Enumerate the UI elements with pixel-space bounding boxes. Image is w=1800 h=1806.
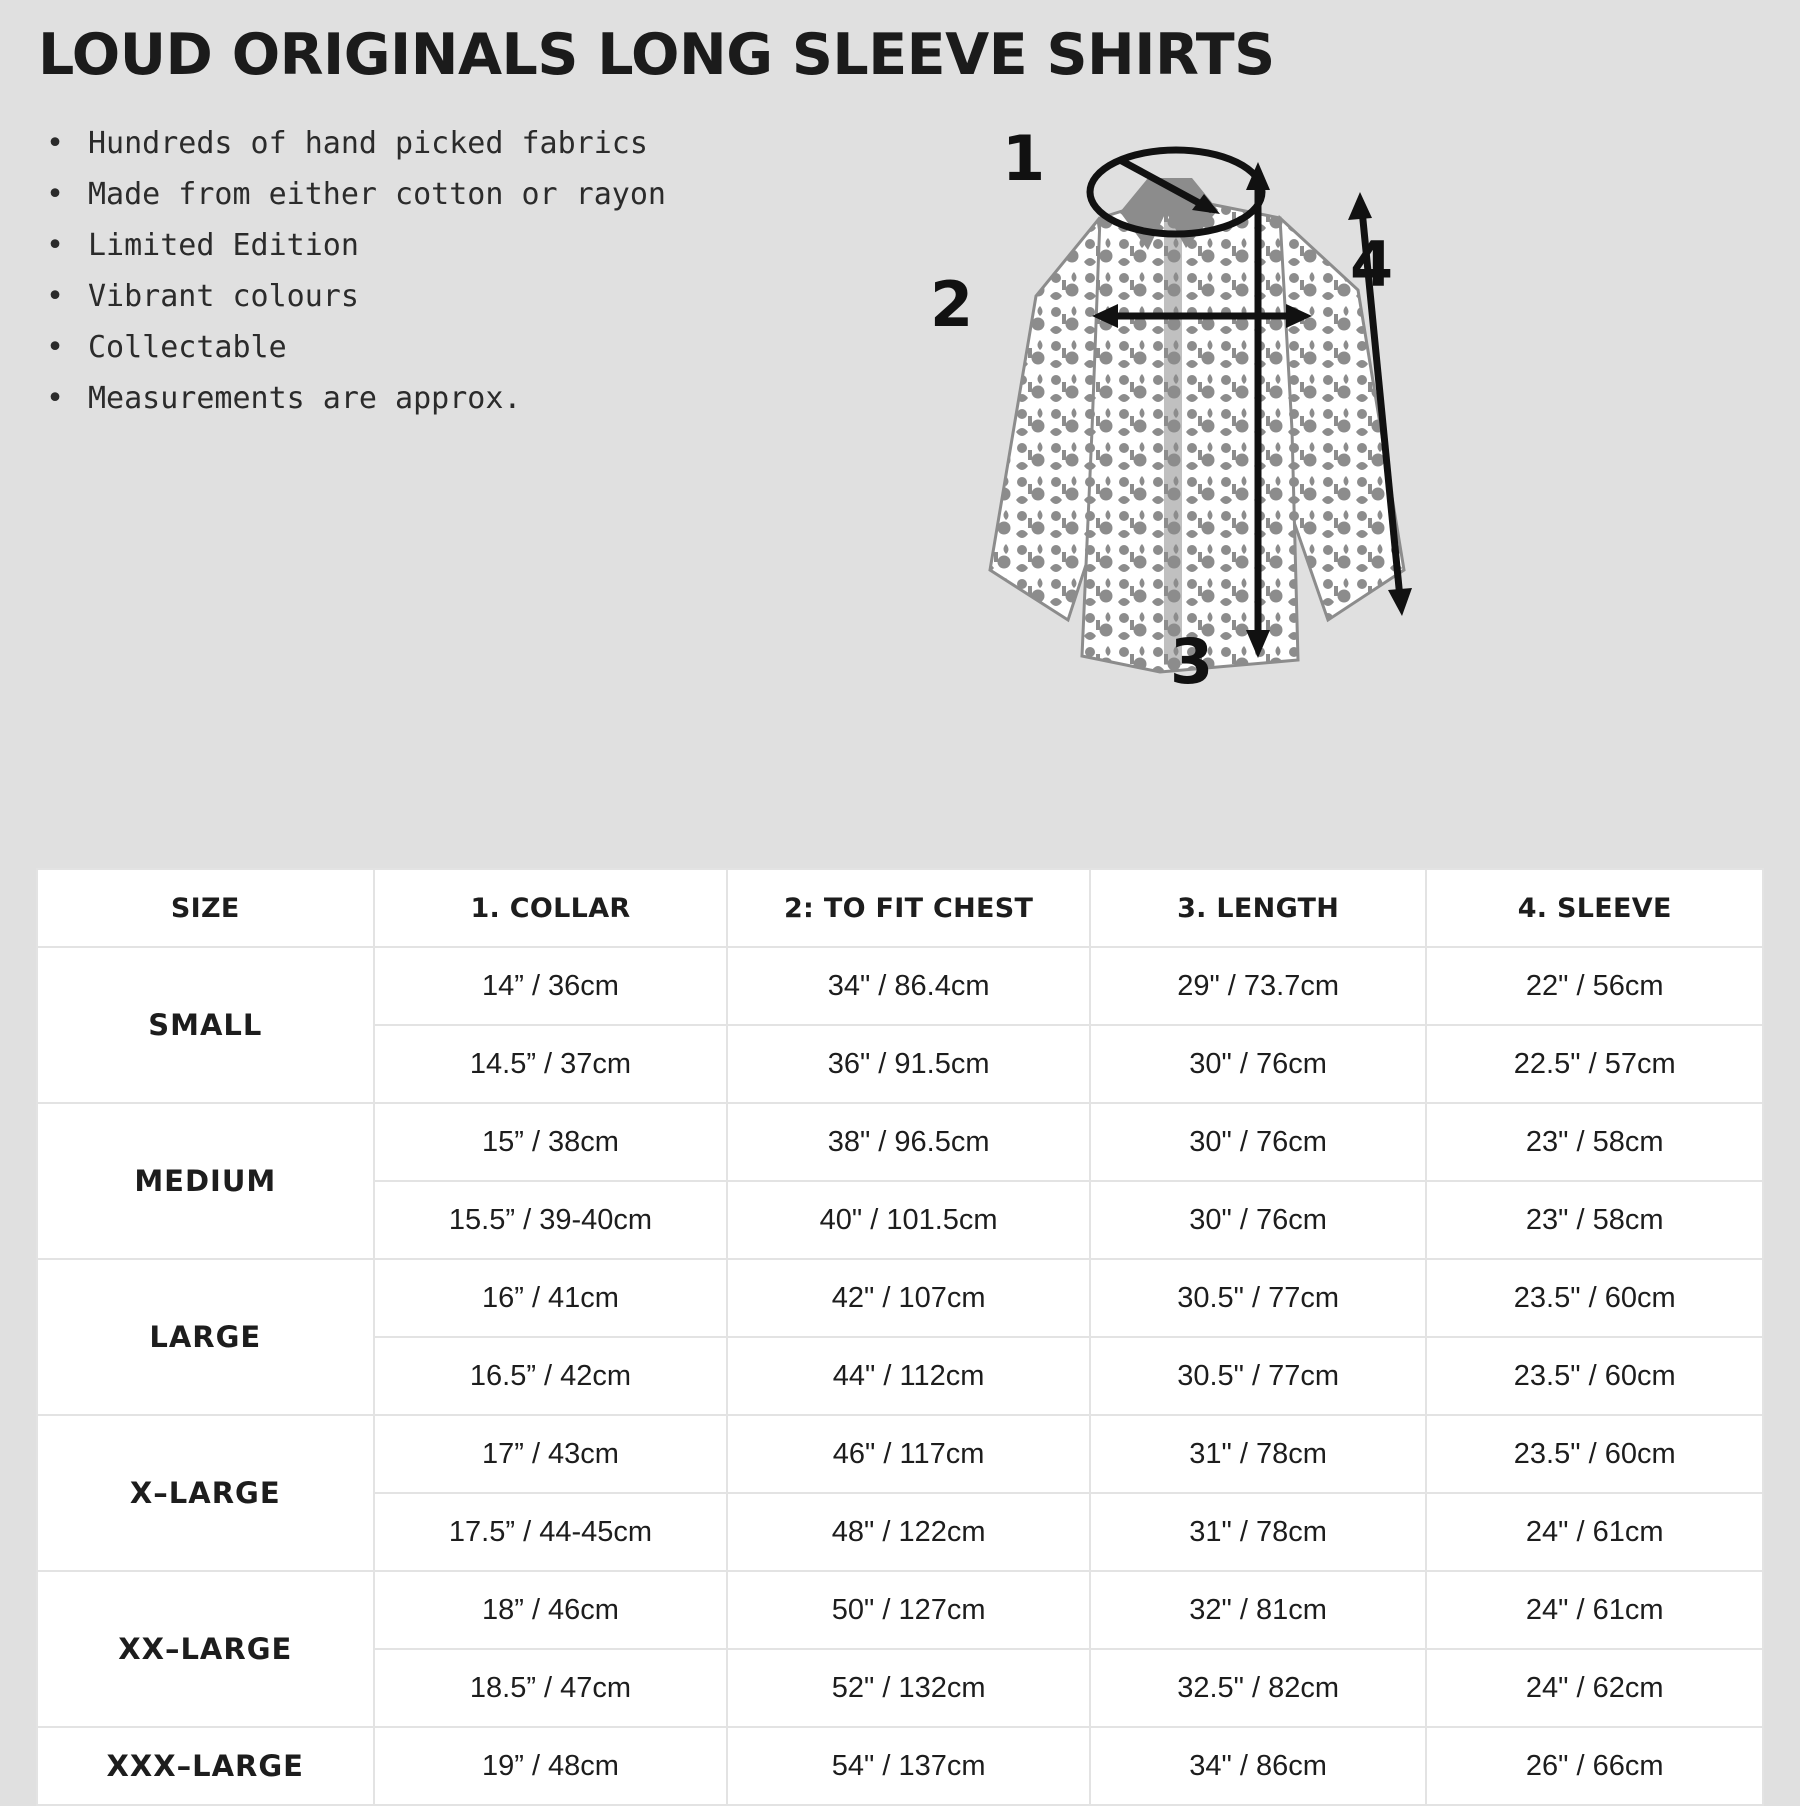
cell-collar: 17.5” / 44-45cm (374, 1493, 728, 1571)
cell-collar: 19” / 48cm (374, 1727, 728, 1805)
callout-number-3: 3 (1170, 625, 1214, 698)
bullet-marker: • (46, 126, 65, 161)
size-label-xx-large: XX–LARGE (37, 1571, 374, 1727)
bullet-marker: • (46, 381, 65, 416)
cell-chest: 34" / 86.4cm (727, 947, 1089, 1025)
list-item (40, 373, 940, 424)
cell-sleeve: 23" / 58cm (1426, 1103, 1763, 1181)
cell-collar: 15.5” / 39-40cm (374, 1181, 728, 1259)
cell-collar: 16” / 41cm (374, 1259, 728, 1337)
size-label-small: SMALL (37, 947, 374, 1103)
cell-chest: 50" / 127cm (727, 1571, 1089, 1649)
table-header-row (37, 869, 1763, 947)
size-chart-table (36, 868, 1764, 1806)
size-label-x-large: X–LARGE (37, 1415, 374, 1571)
cell-sleeve: 23" / 58cm (1426, 1181, 1763, 1259)
table-row (37, 1259, 1763, 1337)
table-row (37, 1571, 1763, 1649)
size-label-xxx-large: XXX–LARGE (37, 1727, 374, 1805)
bullet-text: Measurements are approx. (88, 381, 522, 416)
cell-length: 30" / 76cm (1090, 1025, 1427, 1103)
cell-collar: 18.5” / 47cm (374, 1649, 728, 1727)
cell-length: 30.5" / 77cm (1090, 1337, 1427, 1415)
bullet-text: Hundreds of hand picked fabrics (88, 126, 648, 161)
table-row (37, 947, 1763, 1025)
list-item (40, 169, 940, 220)
callout-number-4: 4 (1350, 228, 1394, 301)
list-item (40, 220, 940, 271)
bullet-text: Made from either cotton or rayon (88, 177, 666, 212)
column-header-length: 3. LENGTH (1090, 869, 1427, 947)
table-header (37, 869, 1763, 947)
cell-length: 31" / 78cm (1090, 1493, 1427, 1571)
size-label-large: LARGE (37, 1259, 374, 1415)
cell-sleeve: 24" / 61cm (1426, 1571, 1763, 1649)
cell-length: 32" / 81cm (1090, 1571, 1427, 1649)
cell-sleeve: 24" / 62cm (1426, 1649, 1763, 1727)
cell-chest: 42" / 107cm (727, 1259, 1089, 1337)
cell-chest: 52" / 132cm (727, 1649, 1089, 1727)
list-item (40, 322, 940, 373)
callout-number-1: 1 (1002, 122, 1046, 195)
cell-length: 31" / 78cm (1090, 1415, 1427, 1493)
cell-chest: 44" / 112cm (727, 1337, 1089, 1415)
cell-collar: 17” / 43cm (374, 1415, 728, 1493)
bullet-marker: • (46, 228, 65, 263)
column-header-chest: 2: TO FIT CHEST (727, 869, 1089, 947)
shirt-measurement-illustration (930, 100, 1740, 760)
shirt-icon (980, 100, 1740, 760)
cell-collar: 14” / 36cm (374, 947, 728, 1025)
cell-collar: 16.5” / 42cm (374, 1337, 728, 1415)
cell-sleeve: 26" / 66cm (1426, 1727, 1763, 1805)
list-item (40, 118, 940, 169)
cell-length: 30" / 76cm (1090, 1103, 1427, 1181)
cell-sleeve: 23.5" / 60cm (1426, 1415, 1763, 1493)
cell-sleeve: 22.5" / 57cm (1426, 1025, 1763, 1103)
cell-collar: 15” / 38cm (374, 1103, 728, 1181)
column-header-sleeve: 4. SLEEVE (1426, 869, 1763, 947)
bullet-text: Limited Edition (88, 228, 359, 263)
cell-length: 29" / 73.7cm (1090, 947, 1427, 1025)
column-header-collar: 1. COLLAR (374, 869, 728, 947)
bullet-marker: • (46, 177, 65, 212)
cell-chest: 48" / 122cm (727, 1493, 1089, 1571)
cell-chest: 36" / 91.5cm (727, 1025, 1089, 1103)
cell-sleeve: 22" / 56cm (1426, 947, 1763, 1025)
cell-sleeve: 23.5" / 60cm (1426, 1259, 1763, 1337)
cell-length: 30.5" / 77cm (1090, 1259, 1427, 1337)
cell-length: 30" / 76cm (1090, 1181, 1427, 1259)
callout-number-2: 2 (930, 268, 974, 341)
cell-chest: 46" / 117cm (727, 1415, 1089, 1493)
bullet-text: Collectable (88, 330, 287, 365)
cell-sleeve: 24" / 61cm (1426, 1493, 1763, 1571)
cell-chest: 54" / 137cm (727, 1727, 1089, 1805)
feature-bullet-list (40, 118, 940, 424)
column-header-size: SIZE (37, 869, 374, 947)
table-row (37, 1727, 1763, 1805)
bullet-marker: • (46, 279, 65, 314)
cell-collar: 14.5” / 37cm (374, 1025, 728, 1103)
bullet-text: Vibrant colours (88, 279, 359, 314)
cell-chest: 38" / 96.5cm (727, 1103, 1089, 1181)
page-title: LOUD ORIGINALS LONG SLEEVE SHIRTS (38, 22, 1275, 88)
cell-length: 32.5" / 82cm (1090, 1649, 1427, 1727)
table-row (37, 1103, 1763, 1181)
table-body (37, 947, 1763, 1805)
size-table-container (36, 868, 1764, 1806)
cell-collar: 18” / 46cm (374, 1571, 728, 1649)
bullet-marker: • (46, 330, 65, 365)
table-row (37, 1415, 1763, 1493)
list-item (40, 271, 940, 322)
cell-sleeve: 23.5" / 60cm (1426, 1337, 1763, 1415)
cell-length: 34" / 86cm (1090, 1727, 1427, 1805)
cell-chest: 40" / 101.5cm (727, 1181, 1089, 1259)
size-label-medium: MEDIUM (37, 1103, 374, 1259)
